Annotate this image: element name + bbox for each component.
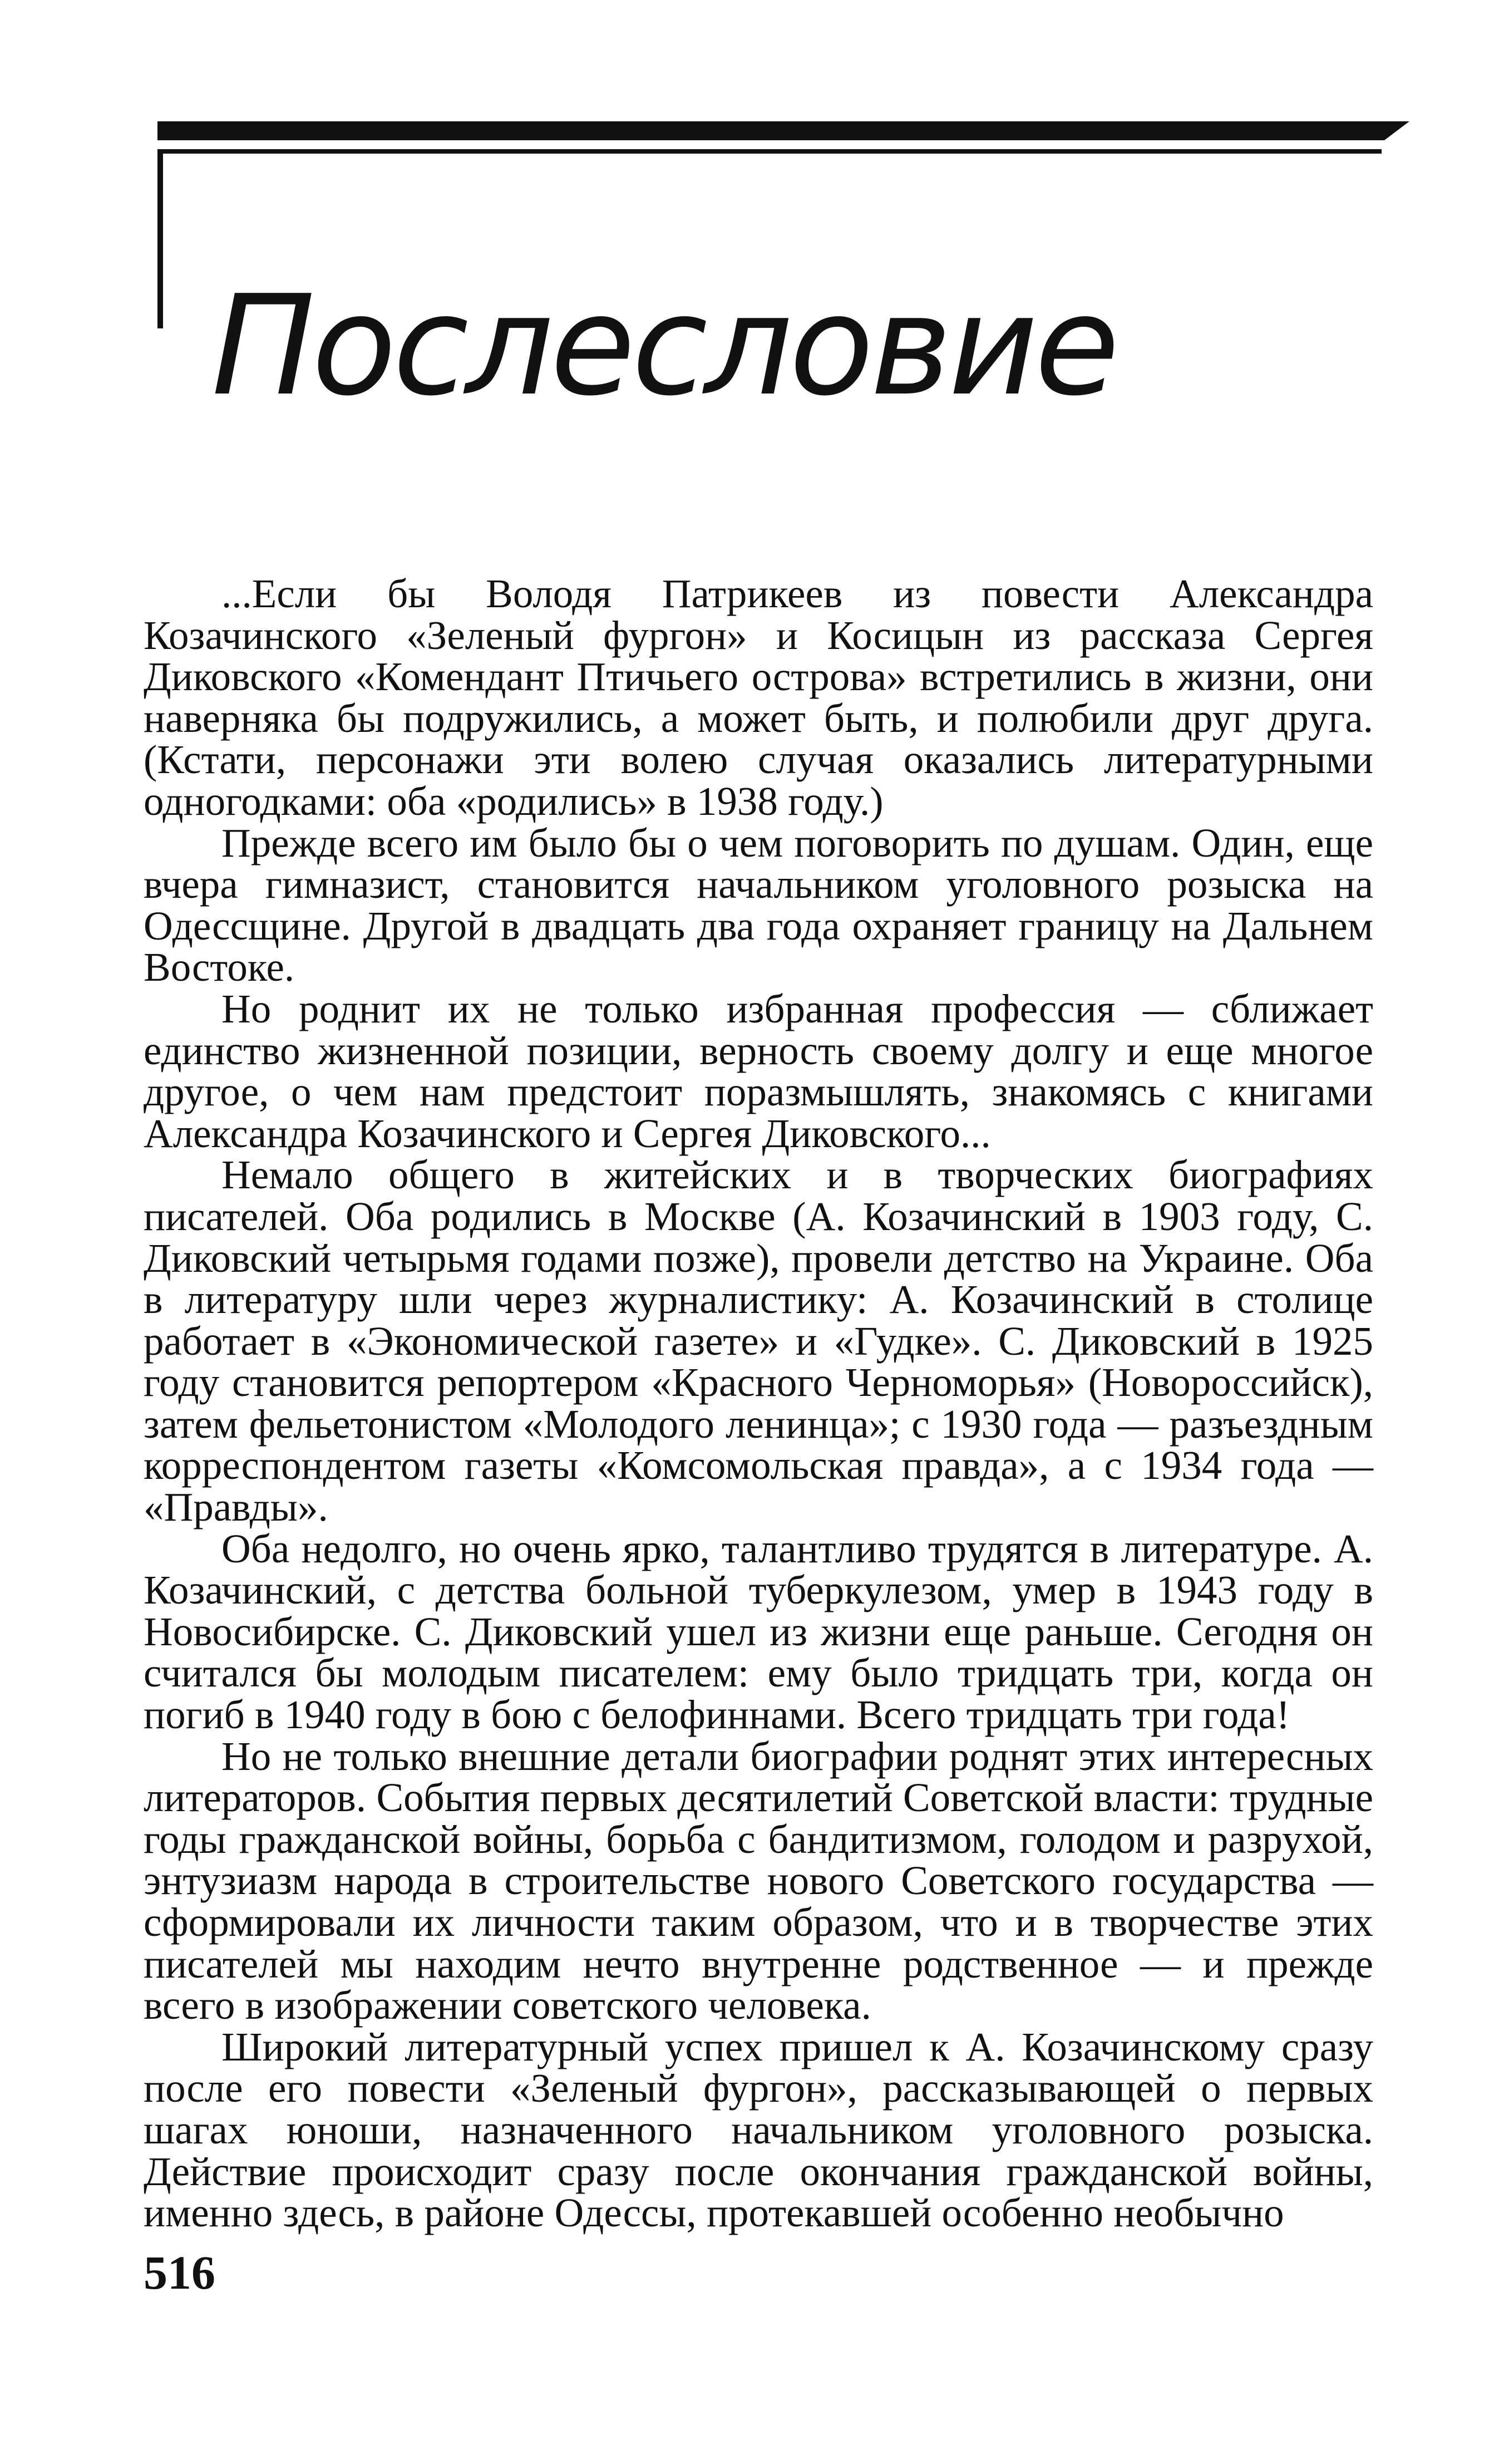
chapter-title: Послесловие — [211, 266, 1117, 427]
paragraph: Но не только внешние детали биографии роднят этих интересных литераторов. События первых десятилетий Советской власти: трудные годы гражданской войны, борьба с бандитизмом, голодом и разрухой, энтузиазм народа в строительстве нового Советского государства — сформировали их личности таким образом, что и в творчестве этих писателей мы находим нечто внутренне родственное — и прежде всего в изображении советского человека. — [144, 1733, 1373, 2028]
paragraph: Немало общего в житейских и в творческих биографиях писателей. Оба родились в Москве (А. Козачинский в 1903 году, С. Диковский четырьмя годами позже), провели детство на Украине. Оба в литературу шли через журналистику: А. Козачинский в столице работает в «Экономической газете» и «Гудке». С. Диковский в 1925 году становится репортером «Красного Черноморья» (Новороссийск), затем фельетонистом «Молодого ленинца»; с 1930 года — разъездным корреспондентом газеты «Комсомольская правда», а с 1934 года — «Правды». — [144, 1152, 1373, 1530]
chapter-top-rule — [157, 121, 1409, 140]
chapter-left-rule — [157, 149, 163, 328]
page-number: 516 — [144, 2246, 215, 2299]
paragraph: Но роднит их не только избранная профессия — сближает единство жизненной позиции, верность своему долгу и еще многое другое, о чем нам предстоит поразмышлять, знакомясь с книгами Александра Козачинского и Сергея Диковского... — [144, 986, 1373, 1156]
paragraph: ...Если бы Володя Патрикеев из повести Александра Козачинского «Зеленый фургон» и Косицын из рассказа Сергея Диковского «Комендант Птичьего острова» встретились в жизни, они наверняка бы подружились, а может быть, и полюбили друг друга. (Кстати, персонажи эти волею случая оказались литературными одногодками: оба «родились» в 1938 году.) — [144, 571, 1373, 824]
chapter-secondary-rule — [157, 149, 1382, 154]
paragraph: Оба недолго, но очень ярко, талантливо трудятся в литературе. А. Козачинский, с детства больной туберкулезом, умер в 1943 году в Новосибирске. С. Диковский ушел из жизни еще раньше. Сегодня он считался бы молодым писателем: ему было тридцать три, когда он погиб в 1940 году в бою с белофиннами. Всего тридцать три года! — [144, 1526, 1373, 1738]
paragraph: Широкий литературный успех пришел к А. Козачинскому сразу после его повести «Зеленый фургон», рассказывающей о первых шагах юноши, назначенного начальником уголовного розыска. Действие происходит сразу после окончания гражданской войны, именно здесь, в районе Одессы, протекавшей особенно необычно — [144, 2024, 1373, 2236]
afterword-text — [144, 573, 1373, 2234]
paragraph: Прежде всего им было бы о чем поговорить по душам. Один, еще вчера гимназист, становится начальником уголовного розыска на Одессщине. Другой в двадцать два года охраняет границу на Дальнем Востоке. — [144, 820, 1373, 990]
